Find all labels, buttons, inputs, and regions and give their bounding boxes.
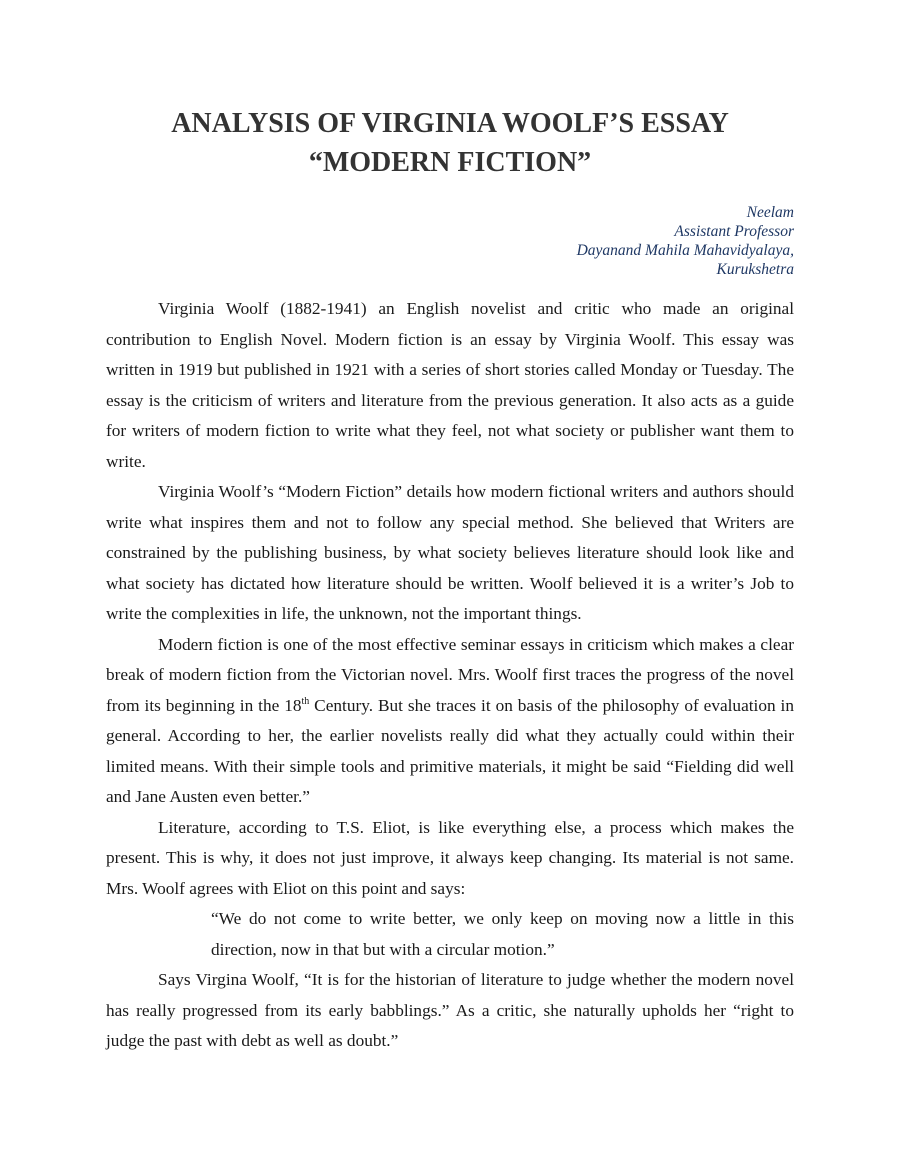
author-institution: Dayanand Mahila Mahavidyalaya, — [576, 242, 794, 259]
paragraph-3-start: Modern fiction is one of the most effective seminar essays in criticism which makes a clear break of modern fiction from the Victorian novel. Mrs. Woolf first traces the progress of the novel from its beginning in the 18 — [106, 634, 794, 715]
paragraph-3-end: Century. But she traces it on basis of the philosophy of evaluation in general. According to her, the earlier novelists really did what they actually could within their limited means. With their simple tools and primitive materials, it might be said “Fielding did well and Jane Austen even better.” — [106, 695, 794, 806]
author-name: Neelam — [746, 204, 794, 221]
author-position: Assistant Professor — [674, 223, 794, 240]
paragraph-4: Literature, according to T.S. Eliot, is like everything else, a process which makes the present. This is why, it does not just improve, it always keep changing. Its material is not same. Mrs. Woolf agrees with Eliot on this point and says: — [106, 817, 794, 898]
paragraph-2: Virginia Woolf’s “Modern Fiction” details how modern fictional writers and authors should write what inspires them and not to follow any special method. She believed that Writers are constrained by the publishing business, by what society believes literature should look like and what society has dictated how literature should be written. Woolf believed it is a writer’s Job to write the complexities in life, the unknown, not the important things. — [106, 482, 794, 623]
paragraph-5: Says Virgina Woolf, “It is for the historian of literature to judge whether the modern novel has really progressed from its early babblings.” As a critic, she naturally upholds her “right to judge the past with debt as well as doubt.” — [106, 970, 794, 1050]
title-line-1: ANALYSIS OF VIRGINIA WOOLF’S ESSAY — [171, 108, 729, 139]
title-line-2: “MODERN FICTION” — [308, 147, 592, 178]
essay-body — [106, 294, 794, 1057]
paragraph-3 — [106, 630, 794, 813]
page-title — [0, 104, 900, 182]
ordinal-superscript: th — [301, 695, 310, 707]
author-city: Kurukshetra — [716, 261, 794, 278]
paragraph-1: Virginia Woolf (1882-1941) an English novelist and critic who made an original contribution to English Novel. Modern fiction is an essay by Virginia Woolf. This essay was written in 1919 but published in 1921 with a series of short stories called Monday or Tuesday. The essay is the criticism of writers and literature from the previous generation. It also acts as a guide for writers of modern fiction to write what they feel, not what society or publisher want them to write. — [106, 299, 794, 471]
block-quote: “We do not come to write better, we only keep on moving now a little in this direction, now in that but with a circular motion.” — [211, 909, 794, 959]
author-block — [577, 203, 794, 279]
